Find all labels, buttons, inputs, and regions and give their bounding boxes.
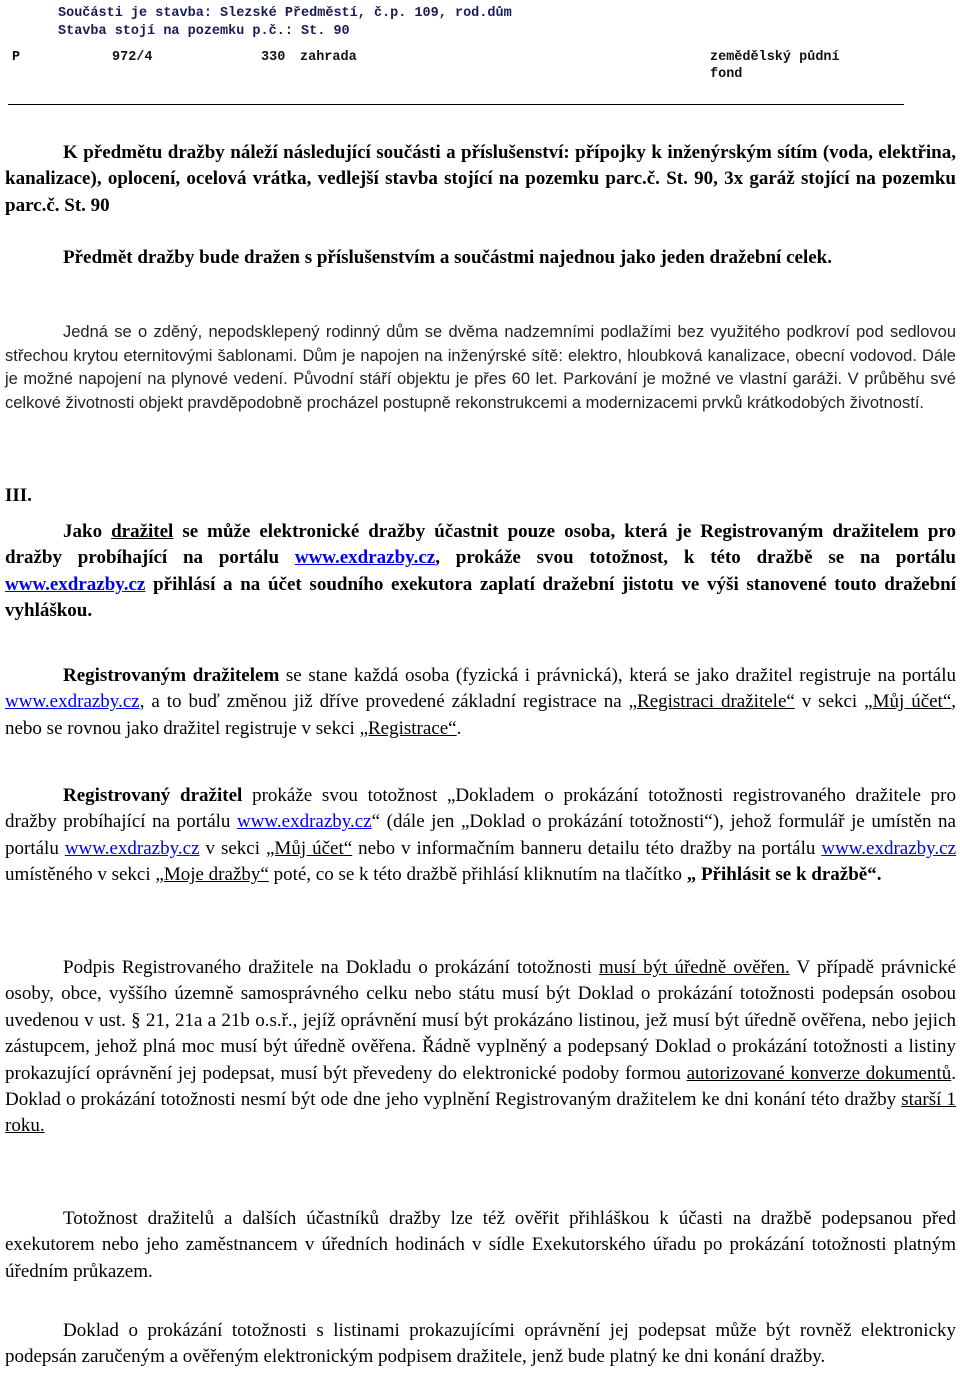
exdrazby-link[interactable]: www.exdrazby.cz <box>236 811 372 833</box>
p5-text-2: se stane každá osoba (fyzická i právnická), která se jako dražitel registruje na portálu <box>285 665 956 686</box>
exdrazby-link[interactable]: www.exdrazby.cz <box>5 573 146 595</box>
authorized-conversion-term: autorizované konverze dokumentů <box>686 1062 952 1084</box>
registration-section: „Registrace“ <box>359 717 457 739</box>
in-person-verification-paragraph <box>5 1206 956 1285</box>
p6-text-4: v sekci <box>205 837 261 859</box>
parcel-number: 972/4 <box>112 50 153 65</box>
exdrazby-link[interactable]: www.exdrazby.cz <box>5 691 140 713</box>
join-auction-button-label: „ Přihlásit se k dražbě“. <box>686 864 882 886</box>
p6-text-3: “ (dále jen „Doklad o prokázání totožnosti“), jehož formulář je umístěn na portálu <box>5 811 956 859</box>
p6-text-6: nebo v informačním banneru detailu této dražby na portálu <box>358 837 816 859</box>
parcel-area: 330 <box>261 50 286 65</box>
electronic-signature-text: Doklad o prokázání totožnosti s listinami prokazujícími oprávnění jej podepsat může být rovněž elektronicky podepsán zaručeným a ověřeným elektronickým podpisem dražitele, jenž bude platný ke dni konání dražby. <box>5 1320 956 1368</box>
identity-proof-paragraph <box>5 783 956 889</box>
notarized-requirement: musí být úředně ověřen. <box>599 957 790 978</box>
p6-text-9: poté, co se k této dražbě přihlásí kliknutím na tlačítko <box>273 864 682 886</box>
my-auctions-section: „Moje dražby“ <box>155 864 269 886</box>
single-lot-text: Předmět dražby bude dražen s příslušenstvím a součástmi najednou jako jeden dražební celek. <box>63 247 832 268</box>
p5-text-3: , a to buď změnou již dříve provedené základní registrace na <box>139 691 622 713</box>
parcel-type: P <box>12 50 21 65</box>
property-register-excerpt <box>0 0 960 110</box>
p7-text-3: V případě právnické osoby, obce, vyššího územně samosprávného celku nebo státu musí být Doklad o prokázání totožnosti podepsán osobou uvedenou v ust. § 21, 21a a 21b o.s.ř., jejíž oprávnění musí být prokázáno listinou, jež musí být úředně ověřena, nebo jejich zástupcem, jehož plná moc musí být úředně ověřena. Řádně vyplněný a podepsaný Doklad o prokázání totožnosti a listiny prokazující oprávnění jej podepsat, musí být převedeny do elektronické podoby formou <box>5 957 956 1084</box>
bidder-eligibility-paragraph <box>5 519 956 625</box>
p4-text-3: se může elektronické dražby účastnit pouze osoba, která je Registrovaným dražitelem pro dražby probíhající na portálu <box>5 521 957 569</box>
registered-bidder-term: Registrovaným dražitelem <box>63 665 280 686</box>
my-account-section: „Můj účet“ <box>266 837 353 859</box>
registered-bidder-paragraph <box>5 663 956 742</box>
parcel-use-line2: fond <box>710 67 743 82</box>
document-age-limit: starší 1 roku. <box>5 1089 956 1137</box>
exdrazby-link[interactable]: www.exdrazby.cz <box>294 547 436 569</box>
section-heading: III. <box>5 485 32 506</box>
parcel-kind: zahrada <box>300 50 357 65</box>
property-description-paragraph <box>5 321 956 415</box>
auction-components-paragraph <box>5 140 956 219</box>
register-divider <box>8 104 904 105</box>
p6-text-2: prokáže svou totožnost „Dokladem o prokázání totožnosti registrovaného dražitele pro dražby probíhající na portálu <box>5 785 956 833</box>
component-of-building-line: Součásti je stavba: Slezské Předměstí, č.p. 109, rod.dům <box>58 6 512 21</box>
electronic-signature-paragraph <box>5 1318 956 1371</box>
single-lot-paragraph <box>5 245 956 271</box>
p5-text-5: v sekci <box>801 691 858 713</box>
p7-text-1: Podpis Registrovaného dražitele na Dokladu o prokázání totožnosti <box>63 957 592 978</box>
p4-text-5: přihlásí a na účet soudního exekutora zaplatí dražební jistotu ve výši stanovené touto dražební vyhláškou. <box>5 573 956 622</box>
bidder-registration-section: „Registraci dražitele“ <box>628 691 795 713</box>
p5-text-9: . <box>456 717 462 739</box>
in-person-verification-text: Totožnost dražitelů a dalších účastníků dražby lze též ověřit přihláškou k účasti na dražbě podepsanou před exekutorem nebo jeho zaměstnancem v úředních hodinách v sídle Exekutorského úřadu po prokázání totožnosti platným úředním průkazem. <box>5 1208 956 1282</box>
property-description-text: Jedná se o zděný, nepodsklepený rodinný dům se dvěma nadzemními podlažími bez využitého podkroví pod sedlovou střechou krytou eternitovými šablonami. Dům je napojen na inženýrské sítě: elektro, hloubková kanalizace, obecní vodovod. Dále je možné napojení na plynové vedení. Původní stáří objektu je přes 60 let. Parkování je možné ve vlastní garáži. V průběhu své celkové životnosti objekt pravděpodobně procházel postupně rekonstrukcemi a modernizacemi prvků krátkodobých životností. <box>5 323 956 412</box>
auction-components-text: K předmětu dražby náleží následující součásti a příslušenství: přípojky k inženýrským sítím (voda, elektřina, kanalizace), oplocení, ocelová vrátka, vedlejší stavba stojící na pozemku parc.č. St. 90, 3x garáž stojící na pozemku parc.č. St. 90 <box>5 142 956 216</box>
p6-text-7: umístěného v sekci <box>5 864 151 886</box>
my-account-section: „Můj účet“ <box>864 691 952 713</box>
signature-verification-paragraph <box>5 955 956 1140</box>
building-on-parcel-line: Stavba stojí na pozemku p.č.: St. 90 <box>58 24 350 39</box>
registered-bidder-term: Registrovaný dražitel <box>63 785 243 806</box>
exdrazby-link[interactable]: www.exdrazby.cz <box>64 837 200 859</box>
p4-text-1: Jako <box>63 521 103 542</box>
exdrazby-link[interactable]: www.exdrazby.cz <box>821 837 957 859</box>
p4-text-4: , prokáže svou totožnost, k této dražbě se na portálu <box>435 547 956 569</box>
bidder-term: dražitel <box>111 521 174 542</box>
p7-text-5: . Doklad o prokázání totožnosti nesmí být ode dne jeho vyplnění Registrovaným dražitelem ke dni konání této dražby <box>5 1062 957 1111</box>
p5-text-7: , nebo se rovnou jako dražitel registruje v sekci <box>5 691 957 739</box>
parcel-use-line1: zemědělský půdní <box>710 50 840 65</box>
